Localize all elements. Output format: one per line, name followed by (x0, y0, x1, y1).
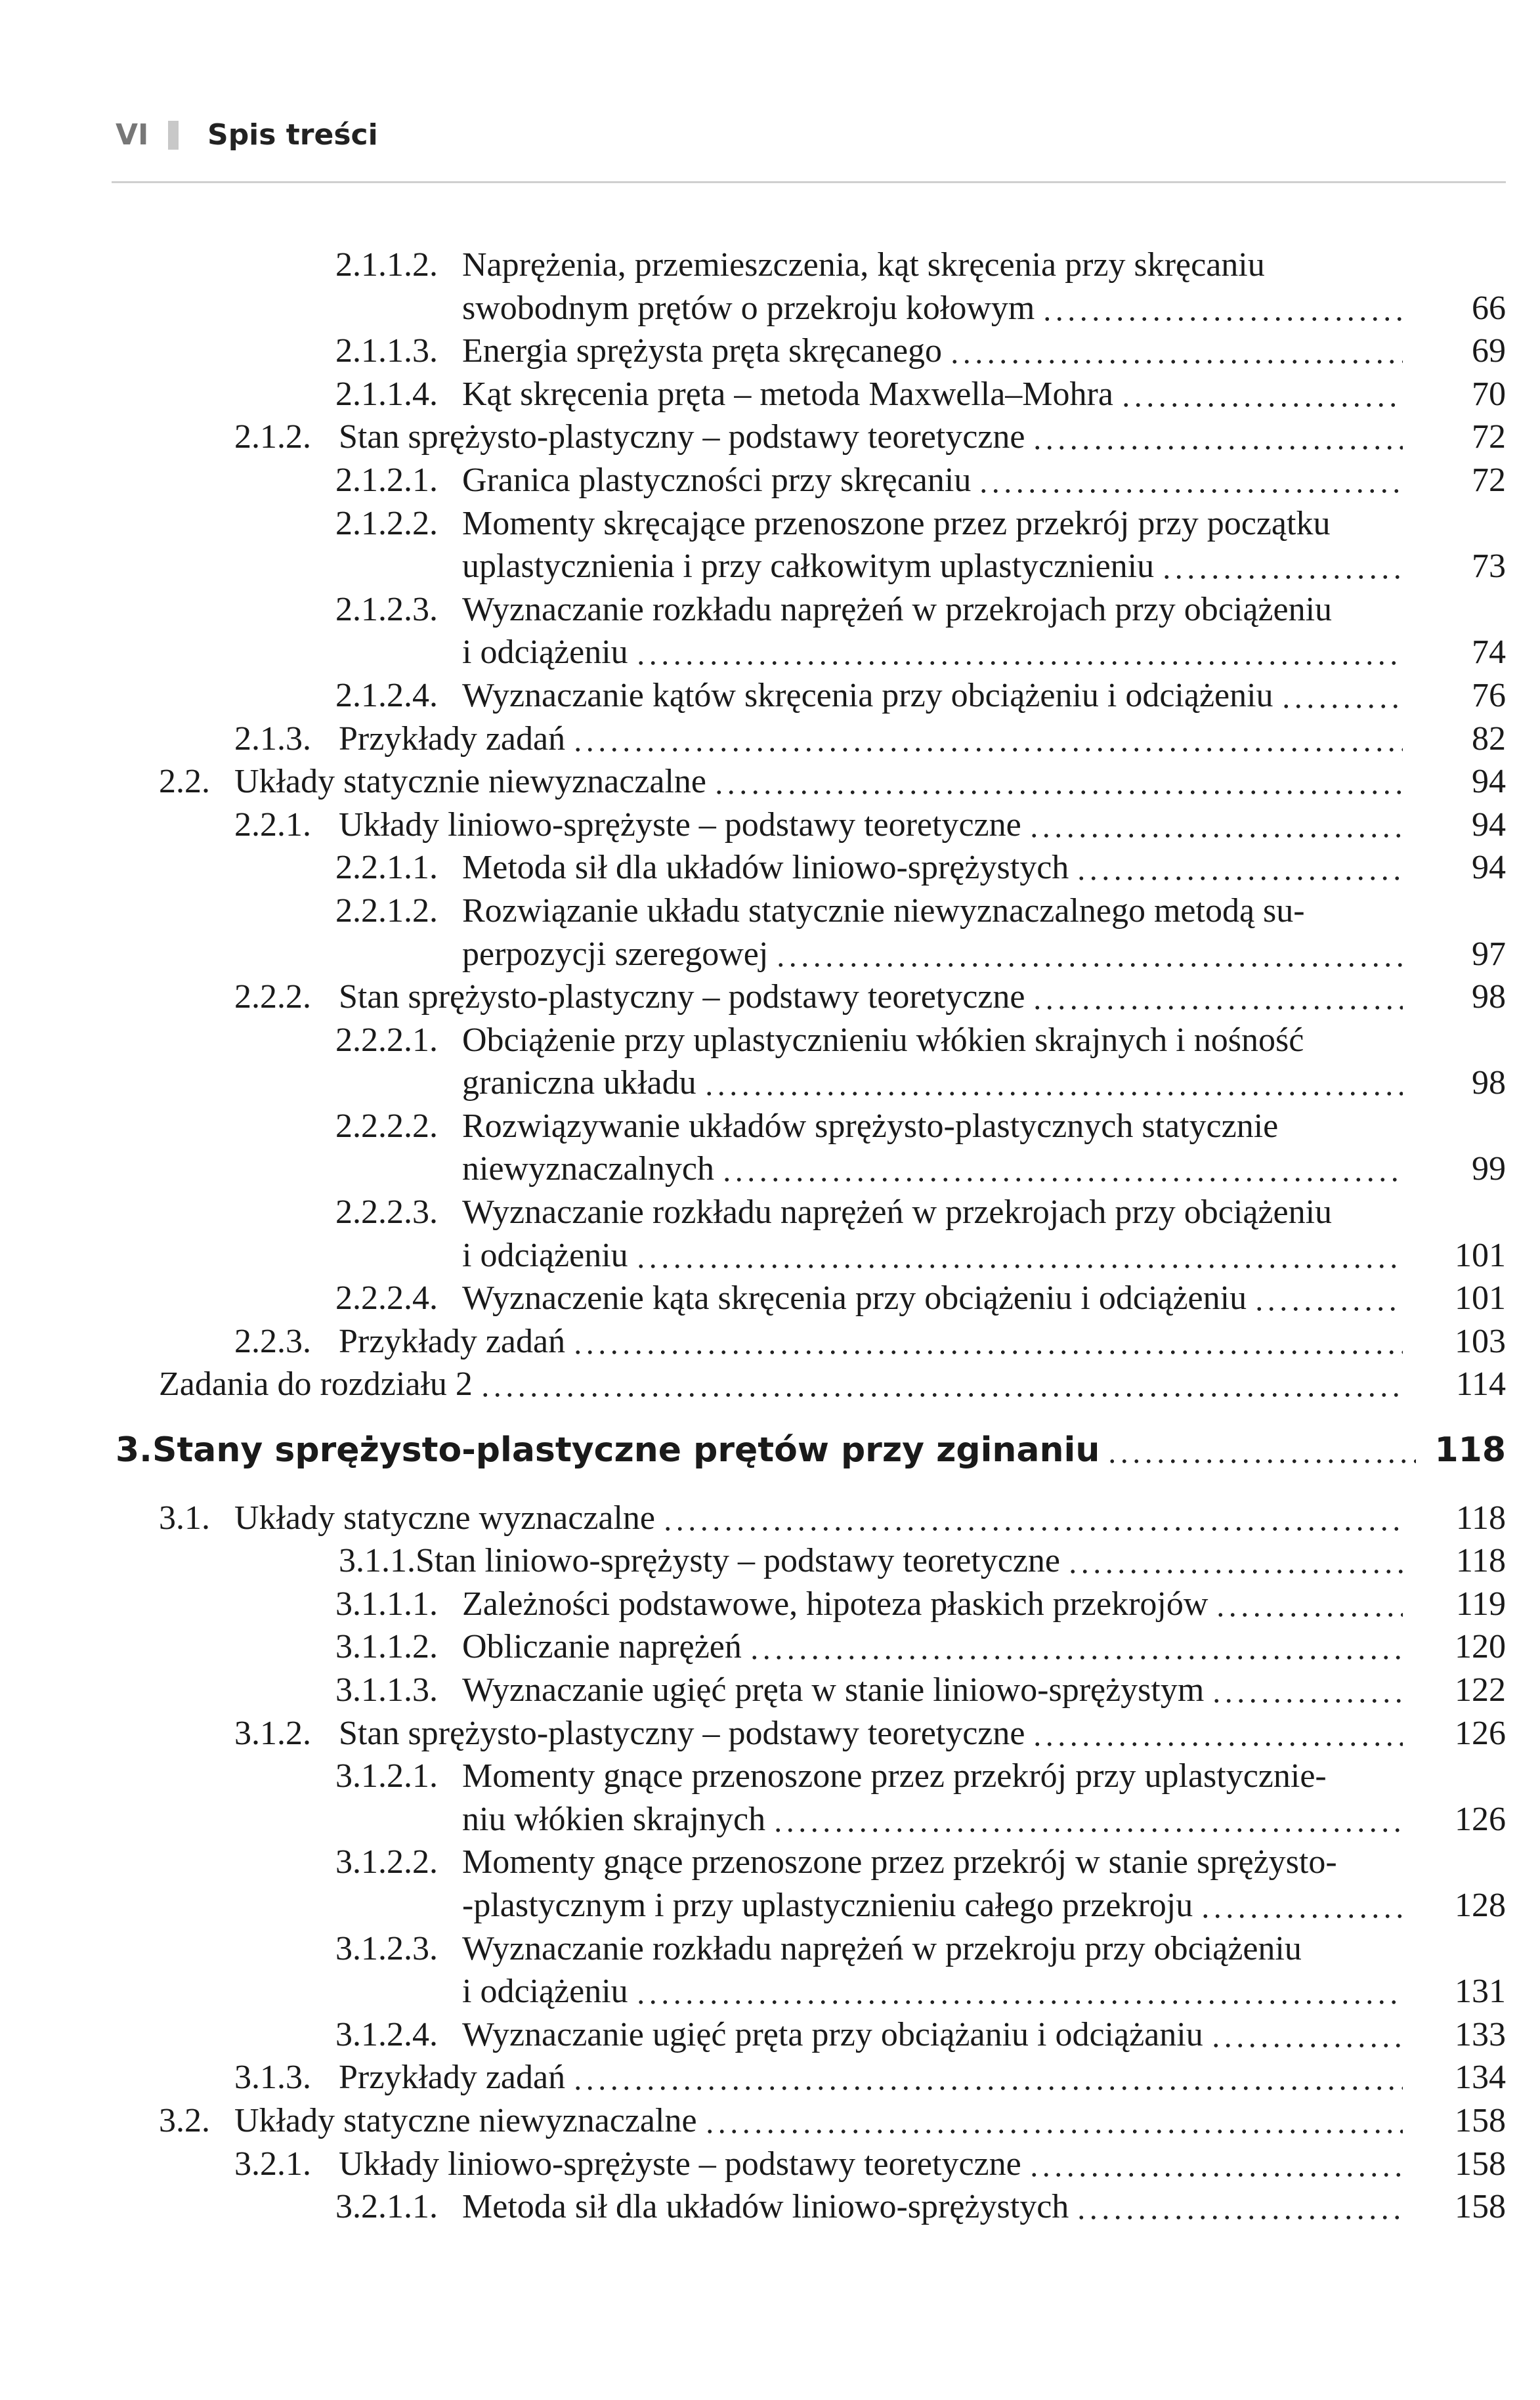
toc-entry[interactable] (0, 1429, 1540, 1472)
toc-line (0, 2099, 1540, 2143)
toc-line (0, 416, 1540, 459)
entry-page: 120 (1455, 1628, 1506, 1666)
entry-title-container (339, 1539, 1409, 1583)
entry-page: 118 (1455, 1542, 1506, 1580)
toc-line (0, 330, 1540, 373)
entry-title-container (462, 287, 1409, 330)
entry-title: Momenty gnące przenoszone przez przekrój w stanie sprężysto- (462, 1843, 1337, 1881)
dot-leader (775, 933, 1403, 976)
entry-number: 3.1. (159, 1499, 210, 1537)
entry-title-container (339, 416, 1409, 459)
entry-page: 128 (1455, 1886, 1506, 1924)
entry-title: -plastycznym i przy uplastycznieniu całego przekroju (462, 1886, 1193, 1924)
entry-number: 2.2.1.2. (335, 891, 438, 930)
toc-line (0, 1234, 1540, 1277)
entry-title: Rozwiązywanie układów sprężysto-plastycznych statycznie (462, 1107, 1279, 1145)
entry-number: 2.2.2.2. (335, 1107, 438, 1145)
entry-title: Granica plastyczności przy skręcaniu (462, 461, 972, 499)
entry-title-container (462, 244, 1409, 287)
entry-title-container (339, 804, 1409, 847)
toc-entry[interactable] (0, 760, 1540, 804)
entry-number: 3.1.1.3. (335, 1671, 438, 1709)
header-rule (112, 181, 1506, 183)
toc-line (0, 1539, 1540, 1583)
entry-title: Obliczanie naprężeń (462, 1628, 742, 1666)
header-marker (168, 121, 179, 150)
entry-page: 122 (1455, 1671, 1506, 1709)
dot-leader (1075, 846, 1403, 889)
toc-line (0, 1669, 1540, 1712)
entry-page: 70 (1472, 375, 1506, 413)
toc-line (0, 1277, 1540, 1320)
entry-title-container (462, 1970, 1409, 2013)
entry-number: 2.2.2.4. (335, 1279, 438, 1318)
toc-line (0, 1927, 1540, 1971)
entry-page: 103 (1455, 1322, 1506, 1360)
entry-page: 73 (1472, 547, 1506, 586)
toc-line (0, 502, 1540, 546)
toc-line (0, 588, 1540, 632)
entry-page: 158 (1455, 2101, 1506, 2139)
toc-entry[interactable] (0, 2013, 1540, 2057)
entry-title: perpozycji szeregowej (462, 935, 769, 973)
entry-title: i odciążeniu (462, 633, 628, 672)
toc-entry[interactable] (0, 459, 1540, 502)
toc-line (0, 1755, 1540, 1798)
toc-entry[interactable] (0, 846, 1540, 889)
dot-leader (572, 718, 1403, 761)
entry-number: 3.1.1.1. (335, 1585, 438, 1623)
entry-number: 2.1.2. (234, 418, 311, 456)
entry-title: Układy statyczne wyznaczalne (234, 1499, 656, 1537)
entry-title-container (462, 1798, 1409, 1841)
entry-title-container (462, 373, 1409, 416)
entry-page: 76 (1472, 676, 1506, 714)
dot-leader (662, 1497, 1403, 1540)
page-number: VI (116, 118, 149, 152)
entry-number: 3.1.3. (234, 2059, 311, 2097)
toc-line (0, 889, 1540, 933)
toc-line (0, 1147, 1540, 1191)
toc-line (0, 545, 1540, 588)
toc-entry[interactable] (0, 416, 1540, 459)
toc-line (0, 287, 1540, 330)
entry-page: 72 (1472, 418, 1506, 456)
toc-entry[interactable] (0, 373, 1540, 416)
toc-entry[interactable] (0, 1841, 1540, 1927)
toc-line (0, 846, 1540, 889)
entry-page: 118 (1455, 1499, 1506, 1537)
entry-page: 98 (1472, 978, 1506, 1016)
toc-line (0, 1061, 1540, 1105)
entry-page: 97 (1472, 935, 1506, 973)
entry-title-container (462, 2013, 1409, 2057)
entry-title: i odciążeniu (462, 1973, 628, 2011)
entry-number: 3.1.2.4. (335, 2015, 438, 2053)
toc-entry[interactable] (0, 2056, 1540, 2099)
entry-title: Wyznaczenie kąta skręcenia przy obciążeniu i odciążeniu (462, 1279, 1247, 1318)
entry-number: 3.1.2.3. (335, 1929, 438, 1967)
dot-leader (721, 1147, 1403, 1191)
dot-leader (1199, 1884, 1403, 1927)
entry-number: 2.1.3. (234, 719, 311, 758)
toc-entry[interactable] (0, 1277, 1540, 1320)
toc-line (0, 718, 1540, 761)
dot-leader (1031, 975, 1403, 1019)
entry-title: Naprężenia, przemieszczenia, kąt skręcenia przy skręcaniu (462, 246, 1265, 284)
entry-title-container (462, 1583, 1409, 1626)
entry-title-container (462, 459, 1409, 502)
entry-title: Rozwiązanie układu statycznie niewyznaczalnego metodą su- (462, 891, 1305, 930)
entry-title: Układy liniowo-sprężyste – podstawy teoretyczne (339, 805, 1021, 844)
toc-line (0, 1019, 1540, 1062)
entry-title-container (462, 502, 1409, 546)
entry-number: 2.2. (159, 763, 210, 801)
entry-number: 2.2.3. (234, 1322, 311, 1360)
dot-leader (703, 1061, 1403, 1105)
entry-title-container (152, 1429, 1422, 1472)
entry-title: niu włókien skrajnych (462, 1800, 766, 1838)
toc-line (0, 804, 1540, 847)
entry-page: 101 (1455, 1236, 1506, 1274)
dot-leader (1075, 2185, 1403, 2229)
entry-number: 3.1.2.1. (335, 1757, 438, 1795)
dot-leader (977, 459, 1403, 502)
dot-leader (635, 631, 1403, 674)
entry-title-container (462, 1061, 1409, 1105)
entry-page: 131 (1455, 1973, 1506, 2011)
entry-number: 3.1.2. (234, 1714, 311, 1752)
toc-entry[interactable] (0, 244, 1540, 330)
toc-entry[interactable] (0, 1363, 1540, 1406)
dot-leader (1067, 1539, 1403, 1583)
entry-title: Układy statycznie niewyznaczalne (234, 763, 706, 801)
entry-number: 3.1.2.2. (335, 1843, 438, 1881)
entry-title: Kąt skręcenia pręta – metoda Maxwella–Mohra (462, 375, 1113, 413)
toc-line (0, 459, 1540, 502)
entry-title: Metoda sił dla układów liniowo-sprężystych (462, 2188, 1069, 2226)
toc-line (0, 674, 1540, 718)
entry-number: 2.2.2. (234, 978, 311, 1016)
entry-number: 3.1.1.2. (335, 1628, 438, 1666)
toc-line (0, 1841, 1540, 1884)
entry-title-container (462, 1147, 1409, 1191)
entry-title: Przykłady zadań (339, 1322, 566, 1360)
toc-line (0, 1191, 1540, 1234)
dot-leader (1253, 1277, 1403, 1320)
entry-title: Obciążenie przy uplastycznieniu włókien skrajnych i nośność (462, 1021, 1304, 1059)
toc-entry[interactable] (0, 1583, 1540, 1626)
dot-leader (1028, 2143, 1403, 2186)
entry-number: 3.2.1.1. (335, 2188, 438, 2226)
toc-line (0, 1884, 1540, 1927)
entry-page: 82 (1472, 719, 1506, 758)
entry-title-container (339, 1320, 1409, 1363)
entry-title-container (462, 1927, 1409, 1971)
entry-page: 69 (1472, 332, 1506, 370)
entry-page: 98 (1472, 1064, 1506, 1102)
entry-title-container (462, 889, 1409, 933)
toc-line (0, 1712, 1540, 1755)
entry-title: Wyznaczanie rozkładu naprężeń w przekroju przy obciążeniu (462, 1929, 1302, 1967)
entry-title: Stan sprężysto-plastyczny – podstawy teoretyczne (339, 418, 1025, 456)
dot-leader (1280, 674, 1403, 718)
toc-line (0, 2185, 1540, 2229)
entry-title: Metoda sił dla układów liniowo-sprężystych (462, 849, 1069, 887)
entry-title: Zależności podstawowe, hipoteza płaskich przekrojów (462, 1585, 1208, 1623)
entry-page: 114 (1455, 1365, 1506, 1404)
entry-title-container (462, 1105, 1409, 1148)
entry-number: 2.1.1.3. (335, 332, 438, 370)
entry-title-container (462, 631, 1409, 674)
entry-page: 74 (1472, 633, 1506, 672)
toc-entry[interactable] (0, 674, 1540, 718)
entry-title-container (159, 1363, 1409, 1406)
toc-line (0, 244, 1540, 287)
toc-line (0, 1625, 1540, 1669)
entry-page: 119 (1455, 1585, 1506, 1623)
entry-title-container (462, 674, 1409, 718)
toc-line (0, 1583, 1540, 1626)
entry-title: Stany sprężysto-plastyczne prętów przy zginaniu (152, 1430, 1100, 1470)
entry-title: Wyznaczanie rozkładu naprężeń w przekrojach przy obciążeniu (462, 590, 1333, 628)
entry-title: Układy statyczne niewyznaczalne (234, 2101, 697, 2139)
entry-title: Przykłady zadań (339, 719, 566, 758)
entry-title: uplastycznienia i przy całkowitym uplastycznieniu (462, 547, 1155, 586)
entry-page: 99 (1472, 1150, 1506, 1188)
toc-line (0, 933, 1540, 976)
entry-number: 2.2.1.1. (335, 849, 438, 887)
table-of-contents (0, 244, 1540, 2229)
entry-number: 3.2.1. (234, 2145, 311, 2183)
entry-title: niewyznaczalnych (462, 1150, 715, 1188)
toc-entry[interactable] (0, 1105, 1540, 1191)
entry-number: 2.1.1.4. (335, 375, 438, 413)
entry-page: 94 (1472, 805, 1506, 844)
entry-title-container (462, 846, 1409, 889)
toc-line (0, 1105, 1540, 1148)
entry-title: 3.1.1.Stan liniowo-sprężysty – podstawy teoretyczne (339, 1542, 1060, 1580)
entry-title: Układy liniowo-sprężyste – podstawy teoretyczne (339, 2145, 1021, 2183)
entry-page: 72 (1472, 461, 1506, 499)
entry-number: 2.2.1. (234, 805, 311, 844)
entry-title: Przykłady zadań (339, 2059, 566, 2097)
dot-leader (1031, 1712, 1403, 1755)
toc-line (0, 760, 1540, 804)
entry-number: 2.2.2.1. (335, 1021, 438, 1059)
entry-title: Wyznaczanie rozkładu naprężeń w przekrojach przy obciążeniu (462, 1193, 1333, 1232)
dot-leader (1028, 804, 1403, 847)
toc-line (0, 2056, 1540, 2099)
dot-leader (572, 2056, 1403, 2099)
entry-title-container (462, 1755, 1409, 1798)
entry-title: Wyznaczanie kątów skręcenia przy obciążeniu i odciążeniu (462, 676, 1273, 714)
entry-title-container (462, 1669, 1409, 1712)
toc-entry[interactable] (0, 889, 1540, 975)
toc-line (0, 373, 1540, 416)
toc-line (0, 975, 1540, 1019)
entry-number: 2.1.2.2. (335, 504, 438, 542)
entry-title-container (339, 1712, 1409, 1755)
toc-entry[interactable] (0, 1539, 1540, 1583)
entry-title-container (339, 718, 1409, 761)
entry-page: 126 (1455, 1714, 1506, 1752)
toc-entry[interactable] (0, 2143, 1540, 2186)
toc-line (0, 631, 1540, 674)
dot-leader (1120, 373, 1403, 416)
entry-page: 94 (1472, 849, 1506, 887)
toc-entry[interactable] (0, 1669, 1540, 1712)
entry-page: 66 (1472, 289, 1506, 327)
entry-title: Stan sprężysto-plastyczny – podstawy teoretyczne (339, 978, 1025, 1016)
toc-entry[interactable] (0, 330, 1540, 373)
toc-line (0, 1970, 1540, 2013)
toc-line (0, 1363, 1540, 1406)
entry-page: 134 (1455, 2059, 1506, 2097)
entry-title-container (462, 1625, 1409, 1669)
dot-leader (748, 1625, 1403, 1669)
toc-entry[interactable] (0, 975, 1540, 1019)
toc-entry[interactable] (0, 718, 1540, 761)
dot-leader (713, 760, 1403, 804)
entry-title: Momenty skręcające przenoszone przez przekrój przy początku (462, 504, 1331, 542)
entry-number: 2.1.2.3. (335, 590, 438, 628)
entry-title-container (234, 1497, 1409, 1540)
toc-line (0, 1497, 1540, 1540)
entry-title-container (462, 545, 1409, 588)
entry-title: graniczna układu (462, 1064, 696, 1102)
entry-page: 133 (1455, 2015, 1506, 2053)
entry-number: 3.2. (159, 2101, 210, 2139)
entry-page: 158 (1455, 2145, 1506, 2183)
toc-entry[interactable] (0, 588, 1540, 674)
entry-title-container (234, 760, 1409, 804)
dot-leader (635, 1970, 1403, 2013)
toc-entry[interactable] (0, 1755, 1540, 1841)
toc-entry[interactable] (0, 2185, 1540, 2229)
toc-line (0, 1429, 1540, 1472)
entry-title-container (339, 2056, 1409, 2099)
toc-line (0, 2143, 1540, 2186)
entry-title-container (462, 1234, 1409, 1277)
toc-entry[interactable] (0, 502, 1540, 588)
dot-leader (704, 2099, 1403, 2143)
dot-leader (949, 330, 1403, 373)
toc-line (0, 1320, 1540, 1363)
running-title: Spis treści (207, 118, 378, 152)
entry-title: Stan sprężysto-plastyczny – podstawy teoretyczne (339, 1714, 1025, 1752)
entry-title: Wyznaczanie ugięć pręta w stanie liniowo-sprężystym (462, 1671, 1205, 1709)
entry-title: swobodnym prętów o przekroju kołowym (462, 289, 1035, 327)
entry-number: 2.1.2.1. (335, 461, 438, 499)
toc-entry[interactable] (0, 1625, 1540, 1669)
dot-leader (479, 1363, 1403, 1406)
dot-leader (1210, 2013, 1403, 2057)
dot-leader (1041, 287, 1403, 330)
toc-entry[interactable] (0, 804, 1540, 847)
dot-leader (1210, 1669, 1403, 1712)
toc-line (0, 2013, 1540, 2057)
toc-entry[interactable] (0, 1320, 1540, 1363)
entry-number: 2.1.2.4. (335, 676, 438, 714)
entry-page: 126 (1455, 1800, 1506, 1838)
toc-line (0, 1798, 1540, 1841)
dot-leader (572, 1320, 1403, 1363)
entry-title-container (339, 2143, 1409, 2186)
toc-entry[interactable] (0, 1712, 1540, 1755)
entry-title-container (462, 1019, 1409, 1062)
entry-page: 118 (1434, 1430, 1506, 1470)
dot-leader (772, 1798, 1403, 1841)
dot-leader (635, 1234, 1403, 1277)
entry-title-container (234, 2099, 1409, 2143)
toc-entry[interactable] (0, 2099, 1540, 2143)
dot-leader (1106, 1429, 1416, 1472)
entry-title-container (339, 975, 1409, 1019)
running-header (116, 118, 378, 152)
entry-number: 2.2.2.3. (335, 1193, 438, 1232)
entry-number: 2.1.1.2. (335, 246, 438, 284)
dot-leader (1161, 545, 1403, 588)
entry-title-container (462, 2185, 1409, 2229)
entry-page: 158 (1455, 2188, 1506, 2226)
entry-title-container (462, 1191, 1409, 1234)
entry-title: Momenty gnące przenoszone przez przekrój przy uplastycznie- (462, 1757, 1327, 1795)
entry-title-container (462, 1841, 1409, 1884)
toc-entry[interactable] (0, 1927, 1540, 2013)
entry-title: Energia sprężysta pręta skręcanego (462, 332, 943, 370)
toc-entry[interactable] (0, 1497, 1540, 1540)
entry-page: 101 (1455, 1279, 1506, 1318)
entry-title-container (462, 1277, 1409, 1320)
toc-entry[interactable] (0, 1191, 1540, 1277)
entry-page: 94 (1472, 763, 1506, 801)
toc-entry[interactable] (0, 1019, 1540, 1105)
entry-title: Zadania do rozdziału 2 (159, 1365, 473, 1404)
dot-leader (1214, 1583, 1403, 1626)
entry-title-container (462, 330, 1409, 373)
entry-title-container (462, 1884, 1409, 1927)
entry-title: Wyznaczanie ugięć pręta przy obciążaniu i odciążaniu (462, 2015, 1203, 2053)
dot-leader (1031, 416, 1403, 459)
entry-title: i odciążeniu (462, 1236, 628, 1274)
entry-number: 3. (116, 1430, 152, 1470)
entry-title-container (462, 933, 1409, 976)
entry-title-container (462, 588, 1409, 632)
